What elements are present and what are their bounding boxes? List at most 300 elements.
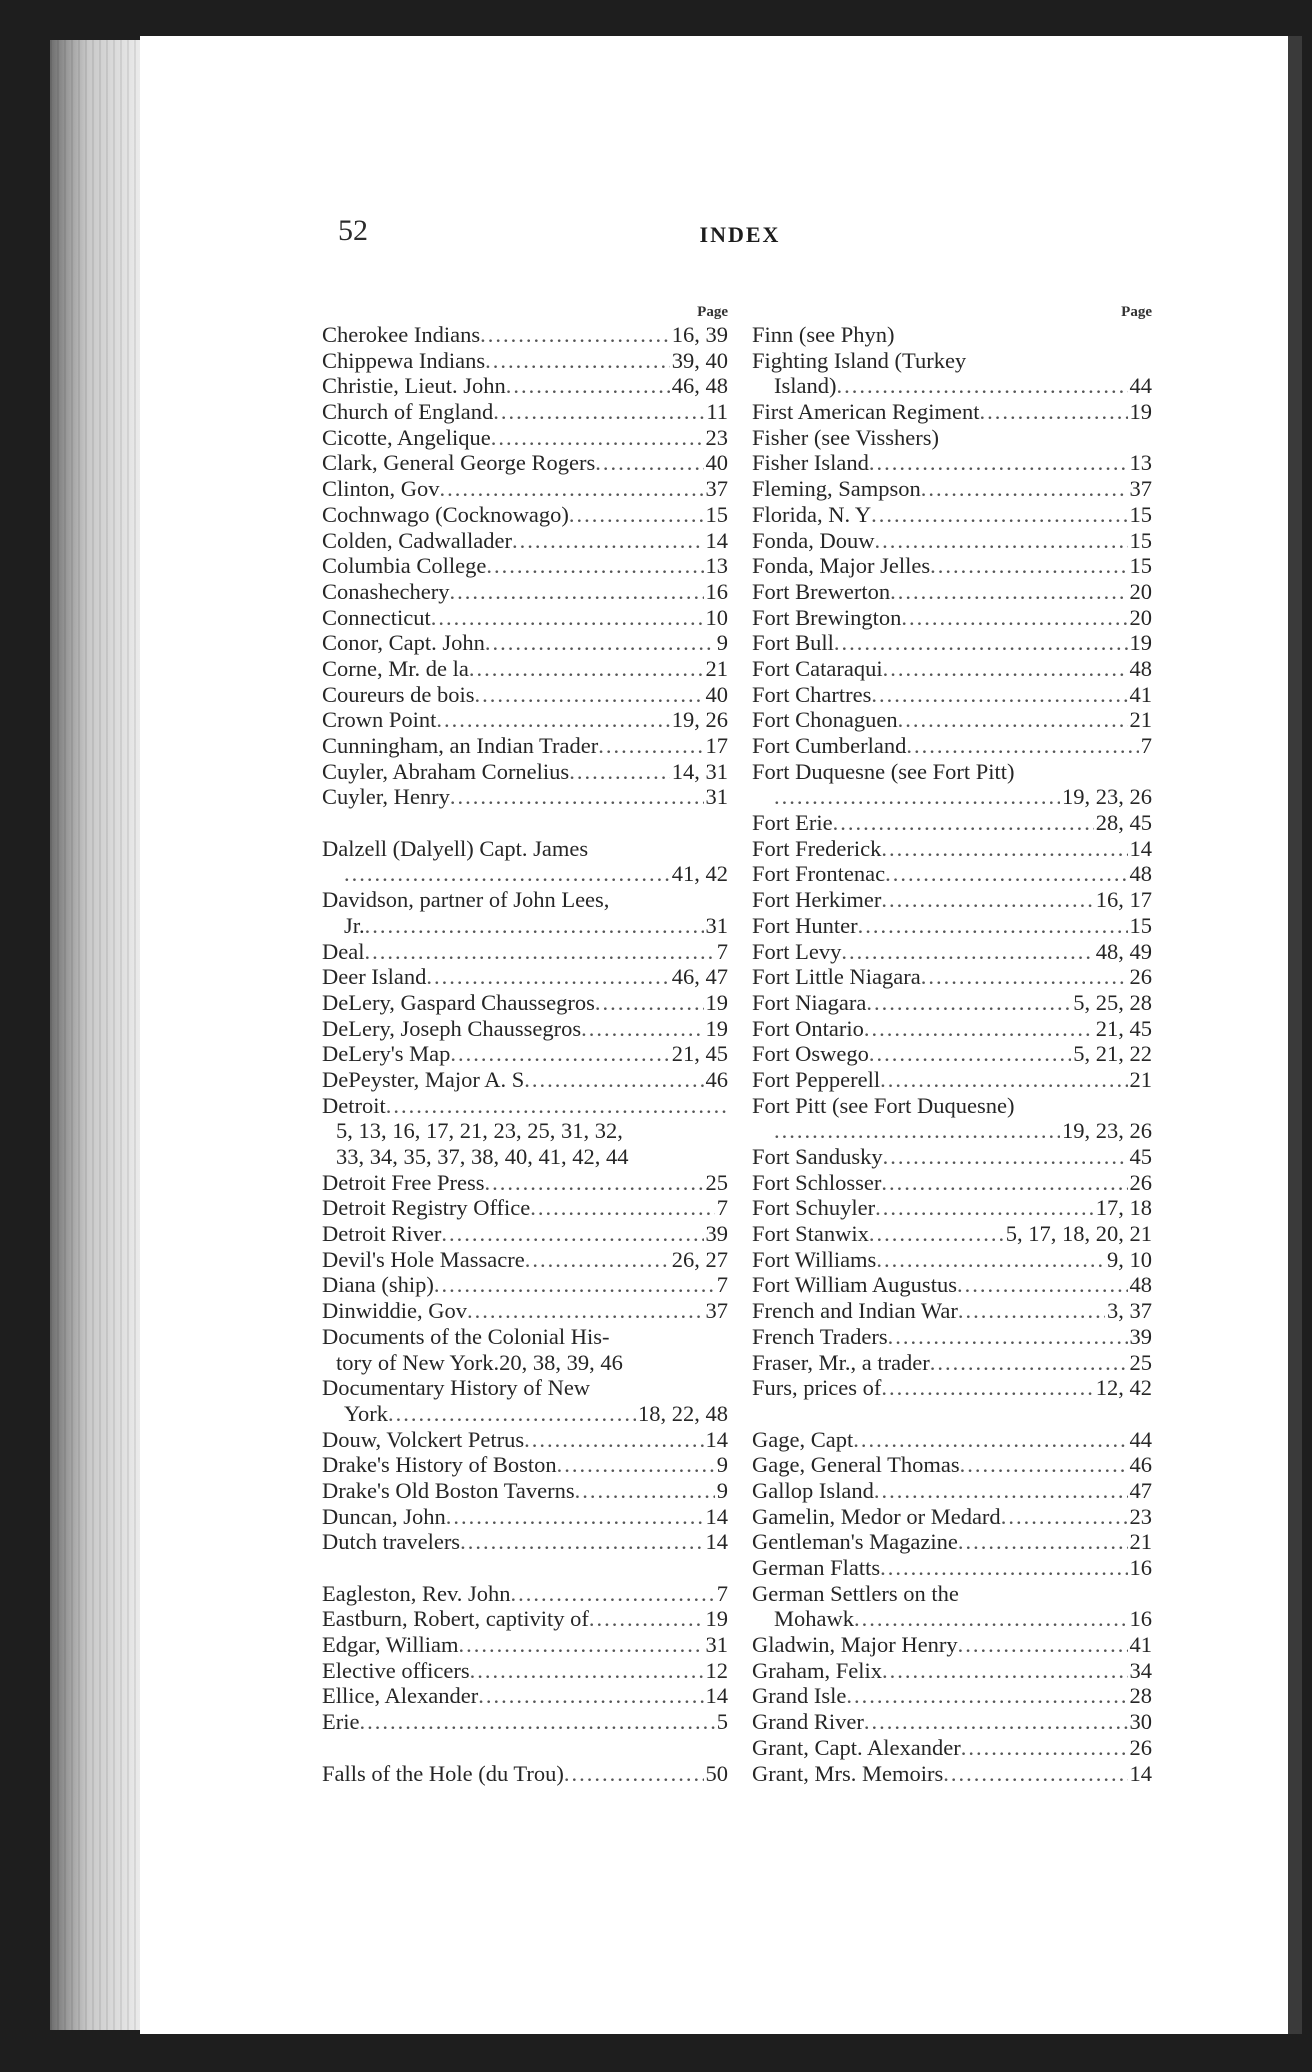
index-entry-label: German Settlers on the <box>752 1580 959 1606</box>
dot-leader <box>883 656 1128 682</box>
index-entry <box>752 1761 1152 1787</box>
index-entry-pages: 37 <box>1129 476 1152 502</box>
index-entry-pages: 21 <box>705 655 728 681</box>
index-entry-pages: 17 <box>705 733 728 758</box>
index-entry-pages: 19 <box>705 1606 728 1632</box>
index-entry-pages: 14 <box>705 527 728 553</box>
index-entry-label: Fort Sandusky <box>752 1144 883 1169</box>
dot-leader <box>467 1298 704 1324</box>
index-entry-pages: 46 <box>705 1066 728 1092</box>
index-entry-pages: 26 <box>1129 1734 1152 1760</box>
index-entry-label: Detroit Free Press <box>322 1169 485 1195</box>
dot-leader <box>581 1016 703 1042</box>
index-entry <box>752 682 1152 708</box>
page-title: INDEX <box>699 222 781 247</box>
index-entry-label: Fort Schlosser <box>752 1169 882 1195</box>
dot-leader <box>930 553 1127 579</box>
dot-leader <box>524 1067 703 1093</box>
index-entry-label: Fort Herkimer <box>752 887 882 913</box>
dot-leader <box>485 630 715 656</box>
index-entry-pages: 14 <box>1129 835 1152 861</box>
index-entry-label: Deer Island <box>322 964 427 990</box>
index-entry-label: Gamelin, Medor or Medard <box>752 1503 1001 1529</box>
index-entry-pages: 46 <box>1129 1452 1152 1478</box>
index-entry-pages: 28, 45 <box>1095 810 1152 836</box>
index-entry-pages: 5, 17, 18, 20, 21 <box>1005 1221 1152 1247</box>
index-entry <box>322 528 728 554</box>
index-entry-label: Clinton, Gov <box>322 476 440 502</box>
index-entry-pages: 41 <box>1129 1632 1152 1658</box>
index-entry <box>322 1478 728 1504</box>
index-entry <box>752 1427 1152 1453</box>
index-entry-label: Gentleman's Magazine <box>752 1529 958 1555</box>
dot-leader <box>1001 1504 1128 1530</box>
dot-leader <box>864 1016 1094 1042</box>
index-entry <box>752 1041 1152 1067</box>
dot-leader <box>869 1221 1004 1247</box>
index-entry-pages: 7 <box>716 1195 728 1221</box>
index-entry-label: Edgar, William <box>322 1632 459 1658</box>
index-entry-label: DePeyster, Major A. S <box>322 1066 525 1092</box>
index-entry <box>752 1170 1152 1196</box>
index-entry-label: Grant, Mrs. Memoirs <box>752 1760 944 1786</box>
index-entry-label: Fort Frederick <box>752 835 882 861</box>
index-entry-label: Conashechery <box>322 578 450 604</box>
index-entry <box>322 939 728 965</box>
index-entry <box>322 656 728 682</box>
index-entry <box>752 1324 1152 1350</box>
index-entry <box>322 1709 728 1735</box>
index-entry <box>322 1247 728 1273</box>
dot-leader <box>853 1427 1127 1453</box>
index-entry-label: Fort Erie <box>752 810 833 836</box>
index-entry <box>752 605 1152 631</box>
index-entry-pages: 10 <box>705 604 728 630</box>
dot-leader <box>564 1761 704 1787</box>
dot-leader <box>881 1170 1127 1196</box>
index-entry <box>322 322 728 348</box>
index-entry <box>752 1144 1152 1170</box>
dot-leader <box>836 373 1127 399</box>
index-entry <box>752 707 1152 733</box>
index-entry-label: Dutch travelers <box>322 1529 461 1555</box>
dot-leader <box>875 528 1128 554</box>
dot-leader <box>958 1632 1128 1658</box>
index-entry-label: Fort Cataraqui <box>752 655 883 681</box>
index-entry-label: 33, 34, 35, 37, 38, 40, 41, 42, 44 <box>336 1144 629 1169</box>
dot-leader <box>598 733 703 759</box>
index-entry <box>752 553 1152 579</box>
index-entry-label: French and Indian War <box>752 1298 958 1324</box>
index-entry <box>322 373 728 399</box>
dot-leader <box>883 1144 1128 1170</box>
dot-leader <box>888 1324 1128 1350</box>
index-entry-label: Fort Frontenac <box>752 861 886 887</box>
index-entry-label: Grand River <box>752 1709 864 1735</box>
index-entry <box>322 1324 728 1350</box>
index-entry <box>752 733 1152 759</box>
dot-leader <box>486 553 703 579</box>
index-entry <box>752 1478 1152 1504</box>
dot-leader <box>885 861 1127 887</box>
index-entry <box>752 861 1152 887</box>
index-entry <box>322 964 728 990</box>
index-entry-label: Davidson, partner of John Lees, <box>322 887 610 913</box>
index-entry <box>752 1118 1152 1144</box>
dot-leader <box>436 707 669 733</box>
index-entry-pages: 19 <box>1129 399 1152 425</box>
dot-leader <box>774 784 1060 810</box>
index-entry-pages: 15 <box>1129 501 1152 527</box>
dot-leader <box>525 1247 670 1273</box>
index-entry <box>752 476 1152 502</box>
index-entry <box>322 425 728 451</box>
index-entry <box>322 1761 728 1787</box>
index-entry-label: DeLery, Joseph Chaussegros <box>322 1015 582 1041</box>
index-entry <box>322 1606 728 1632</box>
index-entry-label: Fighting Island (Turkey <box>752 347 967 373</box>
index-entry-pages: 37 <box>705 1298 728 1324</box>
index-entry-label: Island) <box>774 373 837 399</box>
index-entry <box>752 656 1152 682</box>
index-entry-label: Dalzell (Dalyell) Capt. James <box>322 835 589 861</box>
index-entry-label: Cherokee Indians <box>322 322 481 347</box>
index-entry-label: Fisher (see Visshers) <box>752 424 939 450</box>
column-page-label: Page <box>697 304 728 320</box>
index-entry-label: 5, 13, 16, 17, 21, 23, 25, 31, 32, <box>336 1118 623 1144</box>
index-entry-pages: 5 <box>716 1709 728 1735</box>
index-entry-pages: 15 <box>705 501 728 527</box>
index-entry <box>752 810 1152 836</box>
index-entry-pages: 14 <box>705 1503 728 1529</box>
index-entry-label: Elective officers <box>322 1657 470 1683</box>
index-entry <box>322 1067 728 1093</box>
index-entry <box>752 759 1152 785</box>
index-entry <box>752 1606 1152 1632</box>
index-entry-label: Fonda, Major Jelles <box>752 553 931 579</box>
dot-leader <box>388 1401 636 1427</box>
index-spacer <box>322 1735 728 1761</box>
index-entry-label: Cuyler, Henry <box>322 784 450 810</box>
index-entry-pages: 19, 26 <box>671 707 728 733</box>
index-column-right <box>752 302 1152 1786</box>
dot-leader <box>957 1272 1128 1298</box>
dot-leader <box>864 1709 1128 1735</box>
index-entry-pages: 19 <box>1129 630 1152 656</box>
index-entry-pages: 21 <box>1129 707 1152 733</box>
index-entry-pages: 39 <box>1129 1323 1152 1349</box>
index-entry-pages: 30 <box>1129 1709 1152 1735</box>
index-entry-pages: 26 <box>1129 964 1152 990</box>
index-entry <box>752 630 1152 656</box>
dot-leader <box>890 579 1127 605</box>
index-entry-pages: 7 <box>716 938 728 964</box>
dot-leader <box>449 579 703 605</box>
index-entry-label: Fort Bull <box>752 630 834 656</box>
index-entry <box>322 1350 728 1376</box>
dot-leader <box>511 1581 715 1607</box>
index-entry <box>322 553 728 579</box>
index-entry <box>752 1272 1152 1298</box>
index-entry-pages: 14 <box>705 1529 728 1555</box>
index-entry-label: Fort Little Niagara <box>752 964 921 990</box>
index-entry <box>322 1401 728 1427</box>
index-entry <box>322 1221 728 1247</box>
index-entry <box>752 1375 1152 1401</box>
index-entry-pages: 23 <box>705 424 728 450</box>
dot-leader <box>595 990 704 1016</box>
index-entry-label: Devil's Hole Massacre <box>322 1246 525 1272</box>
dot-leader <box>484 1170 703 1196</box>
index-entry-label: Fort Hunter <box>752 912 858 938</box>
dot-leader <box>478 1683 703 1709</box>
index-entry <box>322 1298 728 1324</box>
index-entry-pages: 5, 21, 22 <box>1073 1041 1152 1067</box>
index-entry-label: York <box>344 1400 388 1426</box>
index-entry-label: Diana (ship) <box>322 1272 434 1298</box>
index-entry <box>752 1195 1152 1221</box>
index-entry <box>752 348 1152 374</box>
index-entry-pages: 19 <box>705 1015 728 1041</box>
index-entry-pages: 16 <box>1129 1555 1152 1580</box>
dot-leader <box>871 502 1127 528</box>
index-entry-label: Fort Ontario <box>752 1015 864 1041</box>
index-entry-pages: 13 <box>1129 450 1152 476</box>
index-entry-pages: 47 <box>1129 1477 1152 1503</box>
index-entry-label: Gage, General Thomas <box>752 1452 960 1478</box>
index-entry-pages: 40 <box>705 681 728 707</box>
index-entry-pages: 48, 49 <box>1095 938 1152 964</box>
index-entry <box>752 1581 1152 1607</box>
index-entry <box>752 1350 1152 1376</box>
index-entry <box>752 502 1152 528</box>
index-entry-pages: 48 <box>1129 861 1152 887</box>
index-entry-pages: 14 <box>705 1426 728 1452</box>
index-entry-label: Fort Duquesne (see Fort Pitt) <box>752 758 1015 784</box>
index-entry <box>752 1504 1152 1530</box>
index-entry-pages: 12 <box>705 1657 728 1683</box>
index-entry <box>322 1632 728 1658</box>
dot-leader <box>493 399 704 425</box>
index-entry <box>322 630 728 656</box>
dot-leader <box>930 1350 1128 1376</box>
index-entry-pages: 31 <box>705 912 728 938</box>
index-entry-label: Fraser, Mr., a trader <box>752 1349 930 1375</box>
dot-leader <box>450 1041 669 1067</box>
index-entry-pages: 20 <box>1129 578 1152 604</box>
index-entry <box>752 1735 1152 1761</box>
index-entry <box>322 707 728 733</box>
index-entry-pages: 46, 47 <box>671 964 728 990</box>
index-entry-label: Eagleston, Rev. John <box>322 1580 511 1606</box>
index-entry-label: Fort William Augustus <box>752 1272 957 1298</box>
dot-leader <box>854 1606 1128 1632</box>
index-entry-label: Coureurs de bois <box>322 681 475 707</box>
dot-leader <box>595 450 703 476</box>
index-entry-pages: 39, 40 <box>671 347 728 373</box>
index-entry <box>752 399 1152 425</box>
page-number: 52 <box>338 214 368 247</box>
index-entry-pages: 7 <box>716 1580 728 1606</box>
dot-leader <box>569 759 670 785</box>
dot-leader <box>961 1735 1128 1761</box>
index-entry-pages: 44 <box>1129 1426 1152 1452</box>
index-entry-label: Fort Chonaguen <box>752 707 898 733</box>
dot-leader <box>958 1298 1105 1324</box>
index-entry-pages: 31 <box>705 784 728 810</box>
index-entry <box>322 1375 728 1401</box>
index-entry <box>752 579 1152 605</box>
index-entry-pages: 13 <box>705 553 728 579</box>
index-entry-pages: 26 <box>1129 1169 1152 1195</box>
index-entry <box>752 1221 1152 1247</box>
dot-leader <box>833 810 1094 836</box>
index-entry-label: Fort Williams <box>752 1246 877 1272</box>
index-entry-label: Dinwiddie, Gov <box>322 1298 467 1324</box>
dot-leader <box>846 1683 1127 1709</box>
index-entry-pages: 48 <box>1129 655 1152 681</box>
index-entry-pages: 9 <box>716 1452 728 1478</box>
index-entry-label: First American Regiment <box>752 399 980 425</box>
dot-leader <box>882 1658 1128 1684</box>
index-entry-label: Duncan, John <box>322 1503 446 1529</box>
index-entry-label: DeLery's Map <box>322 1041 451 1067</box>
index-entry-label: French Traders <box>752 1323 888 1349</box>
index-entry <box>322 1683 728 1709</box>
index-entry <box>752 1452 1152 1478</box>
index-entry <box>752 1658 1152 1684</box>
index-entry <box>752 1529 1152 1555</box>
index-entry <box>322 1452 728 1478</box>
index-entry-label: Finn (see Phyn) <box>752 322 895 347</box>
index-entry <box>752 784 1152 810</box>
index-entry-label: tory of New York.20, 38, 39, 46 <box>336 1349 623 1375</box>
index-entry-pages: 50 <box>705 1760 728 1786</box>
index-entry <box>752 990 1152 1016</box>
index-entry <box>322 1093 728 1119</box>
dot-leader <box>359 1709 714 1735</box>
dot-leader <box>589 1606 704 1632</box>
index-entry <box>322 1041 728 1067</box>
dot-leader <box>875 1195 1094 1221</box>
dot-leader <box>450 784 704 810</box>
dot-leader <box>901 605 1127 631</box>
dot-leader <box>469 656 704 682</box>
index-entry-label: Gallop Island <box>752 1477 874 1503</box>
index-entry-pages: 26, 27 <box>671 1246 728 1272</box>
dot-leader <box>960 1452 1128 1478</box>
index-entry <box>752 528 1152 554</box>
index-entry-pages: 16, 39 <box>671 322 728 347</box>
dot-leader <box>460 1529 703 1555</box>
dot-leader <box>881 836 1127 862</box>
dot-leader <box>575 1478 715 1504</box>
index-entry-pages: 9 <box>716 630 728 656</box>
index-entry-label: Florida, N. Y <box>752 501 872 527</box>
dot-leader <box>524 1427 703 1453</box>
index-entry-label: Drake's History of Boston <box>322 1452 557 1478</box>
index-entry-label: Documentary History of New <box>322 1375 591 1401</box>
index-entry-pages: 48 <box>1129 1272 1152 1298</box>
index-entry <box>322 1195 728 1221</box>
index-column-left <box>322 302 728 1786</box>
dot-leader <box>557 1452 715 1478</box>
index-entry <box>752 1632 1152 1658</box>
index-entry-pages: 5, 25, 28 <box>1073 989 1152 1015</box>
index-entry-label: Fort Brewington <box>752 604 902 630</box>
index-entry <box>752 887 1152 913</box>
index-entry-label: Grand Isle <box>752 1683 847 1709</box>
dot-leader <box>979 399 1127 425</box>
index-entry-label: Graham, Felix <box>752 1657 882 1683</box>
index-entry <box>322 784 728 810</box>
index-entry-label: Fleming, Sampson <box>752 476 921 502</box>
index-entry <box>322 759 728 785</box>
index-entry-label: Corne, Mr. de la <box>322 655 469 681</box>
index-entry-label: Cunningham, an Indian Trader <box>322 733 599 758</box>
index-entry <box>322 450 728 476</box>
index-entry <box>322 1016 728 1042</box>
index-entry-pages: 7 <box>1140 733 1152 758</box>
dot-leader <box>440 476 704 502</box>
index-entry-label: Grant, Capt. Alexander <box>752 1734 961 1760</box>
index-entry <box>322 399 728 425</box>
index-entry <box>322 682 728 708</box>
index-entry <box>322 990 728 1016</box>
dot-leader <box>485 348 670 374</box>
dot-leader <box>880 1555 1127 1581</box>
index-entry-pages: 19, 23, 26 <box>1062 784 1152 810</box>
index-entry <box>752 450 1152 476</box>
index-entry <box>322 1529 728 1555</box>
index-entry-pages: 28 <box>1129 1683 1152 1709</box>
index-entry-label: Connecticut <box>322 604 431 630</box>
index-entry-pages: 44 <box>1129 373 1152 399</box>
index-entry-pages: 41 <box>1129 681 1152 707</box>
index-entry-pages: 14 <box>705 1683 728 1709</box>
dot-leader <box>365 913 704 939</box>
index-entry <box>752 1093 1152 1119</box>
index-entry <box>752 1067 1152 1093</box>
index-entry-label: Fort Levy <box>752 938 842 964</box>
index-entry-label: Fisher Island <box>752 450 869 476</box>
index-entry-pages: 34 <box>1129 1657 1152 1683</box>
index-entry-pages: 16 <box>1129 1606 1152 1632</box>
index-entry <box>322 502 728 528</box>
index-entry <box>752 964 1152 990</box>
index-entry-label: Detroit River <box>322 1221 442 1247</box>
index-entry <box>752 913 1152 939</box>
dot-leader <box>431 605 704 631</box>
index-entry <box>322 836 728 862</box>
index-entry-pages: 9 <box>716 1477 728 1503</box>
dot-leader <box>881 887 1093 913</box>
index-entry <box>322 1272 728 1298</box>
dot-leader <box>569 502 704 528</box>
index-entry-label: Fort Schuyler <box>752 1195 876 1221</box>
index-entry-label: Fort Niagara <box>752 989 867 1015</box>
dot-leader <box>869 450 1128 476</box>
index-entry-label: Erie <box>322 1709 360 1735</box>
index-entry-pages: 7 <box>716 1272 728 1298</box>
index-entry-pages: 45 <box>1129 1144 1152 1169</box>
dot-leader <box>470 1658 704 1684</box>
index-entry-pages: 17, 18 <box>1095 1195 1152 1221</box>
index-entry-label: Columbia College <box>322 553 487 579</box>
dot-leader <box>898 707 1128 733</box>
index-spacer <box>322 810 728 836</box>
dot-leader <box>906 733 1138 759</box>
